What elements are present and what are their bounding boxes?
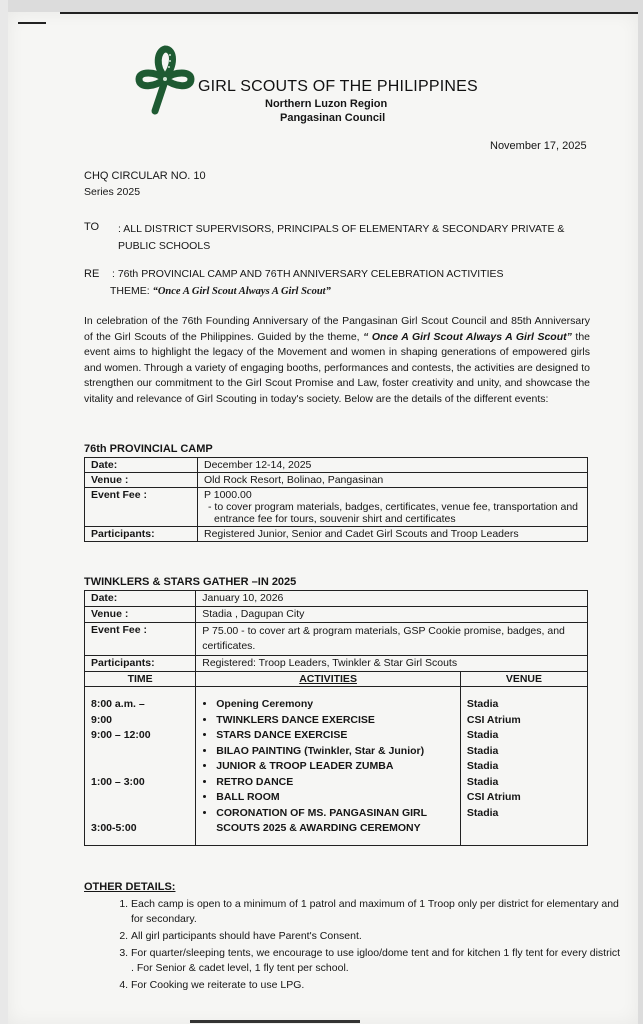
venue-item: Stadia (466, 698, 499, 710)
time-slot: 9:00 (91, 713, 113, 726)
row-label: Venue : (85, 607, 196, 623)
theme-text: “Once A Girl Scout Always A Girl Scout” (152, 286, 331, 297)
intro-part1: In celebration of the 76th Founding Anniversary of the Pangasinan Girl Scout Council and 85th Anniversary of the Girl Scouts of the Philippines. Guided by the theme, (84, 315, 590, 343)
time-slot: 3:00-5:00 (91, 822, 137, 834)
schedule-body-row (85, 687, 588, 846)
time-slot: 9:00 – 12:00 (91, 729, 151, 741)
circular-series: Series 2025 (84, 186, 141, 198)
row-value: P 75.00 - to cover art & program materials, GSP Cookie promise, badges, and certificates. (196, 623, 588, 656)
schedule-activities (196, 687, 461, 846)
row-label: Event Fee : (85, 623, 196, 656)
activity-item: • CORONATION OF MS. PANGASINAN GIRL SCOUTS 2025 & AWARDING CEREMONY (216, 806, 454, 837)
table-row (85, 527, 588, 542)
header-activities: ACTIVITIES (299, 673, 357, 685)
row-value: Registered: Troop Leaders, Twinkler & Star Girl Scouts (196, 656, 588, 672)
camp-details-table (84, 457, 588, 542)
list-item: 3. For quarter/sleeping tents, we encourage to use igloo/dome tent and for kitchen 1 fly tent for every district . For Senior & cadet level, 1 fly tent per school. (131, 946, 621, 976)
fee-amount: P 1000.00 (204, 489, 252, 501)
activity-item: • BILAO PAINTING (Twinkler, Star & Junior) (216, 744, 454, 760)
theme-line (110, 285, 331, 297)
row-label: Venue : (85, 473, 198, 488)
venue-item: Stadia (466, 744, 499, 757)
header-venue: VENUE (460, 672, 587, 687)
row-label: Participants: (85, 656, 196, 672)
re-label: RE (84, 268, 100, 280)
document-date: November 17, 2025 (490, 140, 587, 152)
table-row (85, 607, 588, 623)
fee-note: - to cover program materials, badges, certificates, venue fee, transportation and entrance fee for tours, souvenir shirt and certificates (208, 501, 579, 525)
paper-top-edge (60, 12, 638, 14)
activity-item: • STARS DANCE EXERCISE (216, 728, 454, 744)
table-row (85, 591, 588, 607)
schedule-times (85, 687, 196, 846)
table-row (85, 623, 588, 656)
row-value: Registered Junior, Senior and Cadet Girl Scouts and Troop Leaders (198, 527, 588, 542)
to-recipients: : ALL DISTRICT SUPERVISORS, PRINCIPALS OF ELEMENTARY & SECONDARY PRIVATE & PUBLIC SCHOOLS (118, 223, 565, 252)
intro-part2: the event aims to highlight the legacy of the Movement and women in shaping generations of empowered girls and women. Through a variety of engaging booths, performances and contests, the activities are designed to strengthen our commitment to the Girl Scout Promise and Law, foster creativity and unity, and showcase the vitality and relevance of Girl Scouting in today's society. Below are the details of the different events: (84, 330, 590, 405)
table-row (85, 488, 588, 527)
time-slot: 1:00 – 3:00 (91, 775, 145, 788)
row-value (198, 488, 588, 527)
row-label: Date: (85, 458, 198, 473)
council-name: Pangasinan Council (280, 112, 386, 124)
intro-paragraph (84, 314, 590, 407)
row-value: December 12-14, 2025 (198, 458, 588, 473)
venue-item: Stadia (466, 729, 499, 741)
theme-label: THEME: (110, 285, 150, 297)
venue-item: Stadia (466, 760, 499, 772)
other-details-list (105, 897, 621, 995)
table-row (85, 473, 588, 488)
row-value: January 10, 2026 (196, 591, 588, 607)
activity-item: • TWINKLERS DANCE EXERCISE (216, 713, 454, 729)
camp-section-title: 76th PROVINCIAL CAMP (84, 443, 213, 455)
venue-item: CSI Atrium (466, 713, 521, 726)
org-name: GIRL SCOUTS OF THE PHILIPPINES (198, 78, 478, 95)
list-item: 1. Each camp is open to a minimum of 1 patrol and maximum of 1 Troop only per district for elementary and for secondary. (131, 897, 621, 927)
activity-item: • JUNIOR & TROOP LEADER ZUMBA (216, 759, 454, 775)
table-row (85, 458, 588, 473)
re-subject: : 76th PROVINCIAL CAMP AND 76TH ANNIVERSARY CELEBRATION ACTIVITIES (112, 268, 504, 280)
row-label: Date: (85, 591, 196, 607)
header-time: TIME (85, 672, 196, 687)
venue-item: Stadia (466, 806, 499, 819)
row-label: Event Fee : (85, 488, 198, 527)
list-item: 2. All girl participants should have Parent's Consent. (131, 929, 621, 944)
table-row (85, 656, 588, 672)
activity-item: • RETRO DANCE (216, 775, 454, 791)
row-value: Old Rock Resort, Bolinao, Pangasinan (198, 473, 588, 488)
row-label: Participants: (85, 527, 198, 542)
list-item: 4. For Cooking we reiterate to use LPG. (131, 978, 621, 993)
schedule-header-row (85, 672, 588, 687)
activity-item: • Opening Ceremony (216, 697, 454, 713)
schedule-venues (460, 687, 587, 846)
time-slot: 8:00 a.m. – (91, 698, 145, 710)
intro-theme: “ Once A Girl Scout Always A Girl Scout” (363, 330, 572, 343)
paper-bottom-edge (190, 1020, 360, 1023)
activity-item: • BALL ROOM (216, 790, 454, 806)
venue-item: CSI Atrium (466, 791, 521, 803)
other-details-title: OTHER DETAILS: (84, 881, 176, 893)
gather-section-title: TWINKLERS & STARS GATHER –IN 2025 (84, 576, 297, 588)
corner-mark (18, 22, 46, 24)
region-name: Northern Luzon Region (265, 98, 388, 110)
venue-item: Stadia (466, 775, 499, 788)
scan-edge (0, 0, 8, 1024)
circular-number: CHQ CIRCULAR NO. 10 (84, 170, 206, 182)
row-value: Stadia , Dagupan City (196, 607, 588, 623)
to-label: TO (84, 221, 100, 233)
trefoil-ribbon-icon (135, 45, 195, 117)
gather-details-table (84, 590, 588, 846)
